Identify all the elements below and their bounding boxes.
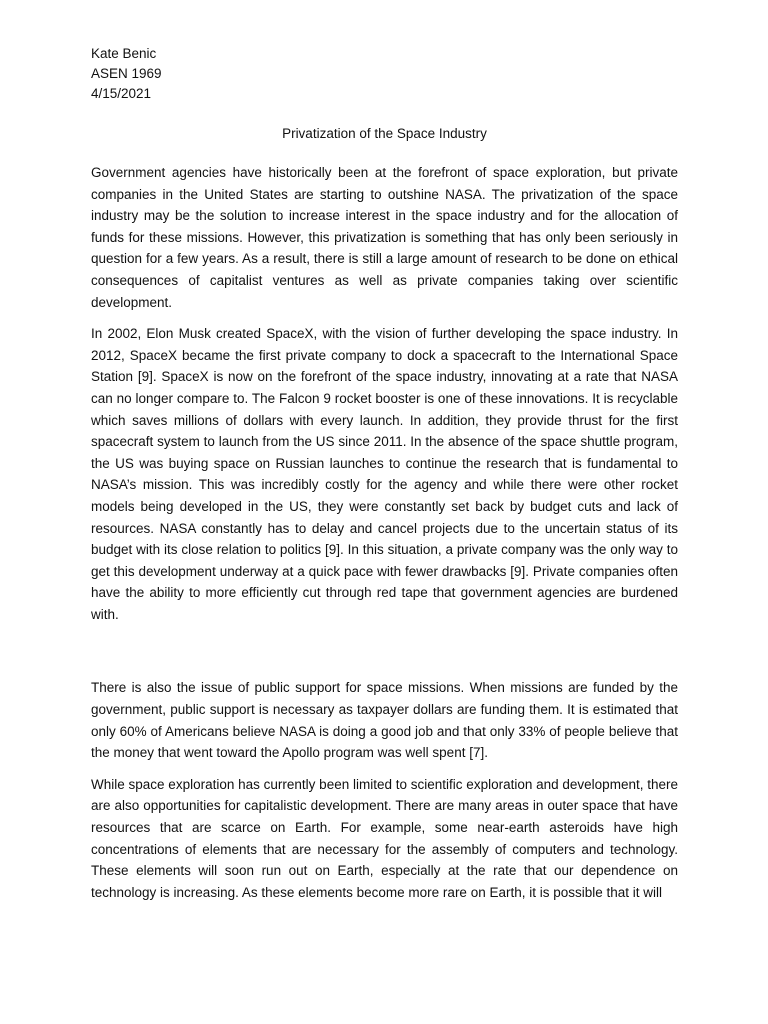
document-title: Privatization of the Space Industry bbox=[282, 126, 487, 141]
course-code: ASEN 1969 bbox=[91, 66, 162, 81]
author-name: Kate Benic bbox=[91, 46, 157, 61]
document-page bbox=[91, 44, 678, 913]
document-date: 4/15/2021 bbox=[91, 86, 152, 101]
paragraph-public-support: There is also the issue of public support for space missions. When missions are funded by the government, public support is necessary as taxpayer dollars are funding them. It is estimated that only 60% of Americans believe NASA is doing a good job and that only 33% of people believe that the money that went toward the Apollo program was well spent [7]. bbox=[91, 680, 678, 761]
paragraph-spacex: In 2002, Elon Musk created SpaceX, with the vision of further developing the space industry. In 2012, SpaceX became the first private company to dock a spacecraft to the International Space Station [9]. SpaceX is now on the forefront of the space industry, innovating at a rate that NASA can no longer compare to. The Falcon 9 rocket booster is one of these innovations. It is recyclable which saves millions of dollars with every launch. In addition, they provide thrust for the first spacecraft system to launch from the US since 2011. In the absence of the space shuttle program, the US was buying space on Russian launches to continue the research that is fundamental to NASA’s mission. This was incredibly costly for the agency and while there were other rocket models being developed in the US, they were constantly set back by budget cuts and lack of resources. NASA constantly has to delay and cancel projects due to the uncertain status of its budget with its close relation to politics [9]. In this situation, a private company was the only way to get this development underway at a quick pace with fewer drawbacks [9]. Private companies often have the ability to more efficiently cut through red tape that government agencies are burdened with. bbox=[91, 326, 678, 622]
paragraph-intro: Government agencies have historically been at the forefront of space exploration, but private companies in the United States are starting to outshine NASA. The privatization of the space industry may be the solution to increase interest in the space industry and for the allocation of funds for these missions. However, this privatization is something that has only been seriously in question for a few years. As a result, there is still a large amount of research to be done on ethical consequences of capitalist ventures as well as private companies taking over scientific development. bbox=[91, 165, 678, 310]
paragraph-capitalistic-development: While space exploration has currently been limited to scientific exploration and development, there are also opportunities for capitalistic development. There are many areas in outer space that have resources that are scarce on Earth. For example, some near-earth asteroids have high concentrations of elements that are necessary for the assembly of computers and technology. These elements will soon run out on Earth, especially at the rate that our dependence on technology is increasing. As these elements become more rare on Earth, it is possible that it will bbox=[91, 776, 678, 900]
